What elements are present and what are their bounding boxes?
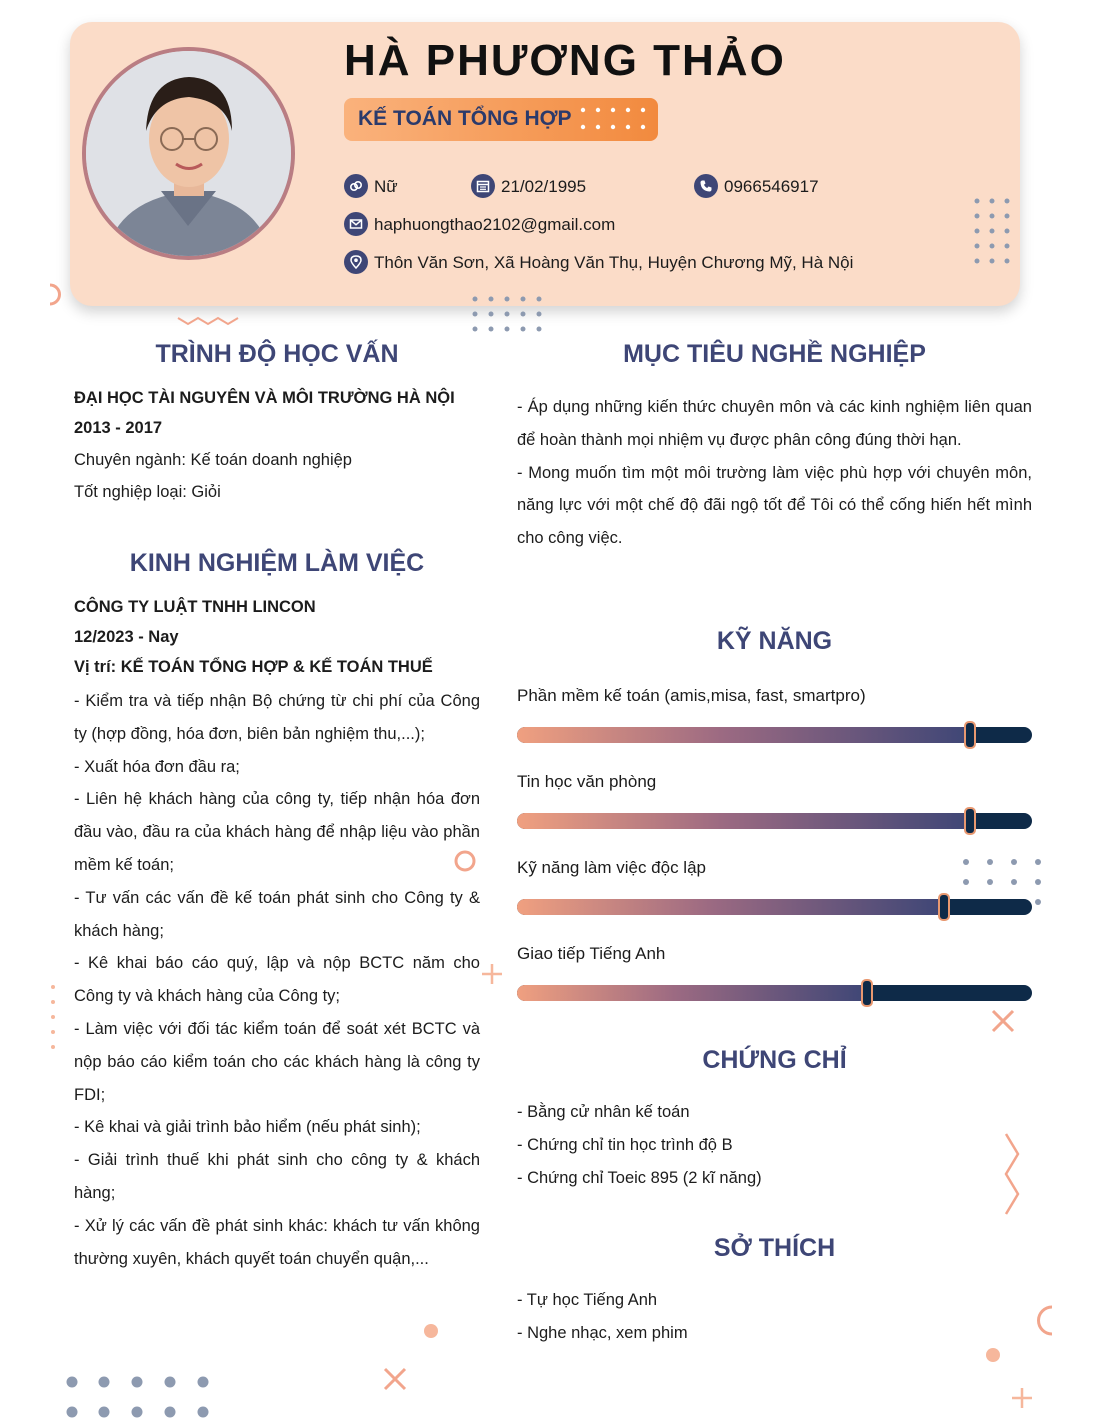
certificate-item: - Chứng chỉ tin học trình độ B <box>517 1135 733 1154</box>
education-years: 2013 - 2017 <box>74 419 163 437</box>
zigzag-decoration-icon <box>176 314 242 326</box>
plus-decoration-icon <box>480 962 504 986</box>
company-name: CÔNG TY LUẬT TNHH LINCON <box>74 598 316 616</box>
education-major: Chuyên ngành: Kế toán doanh nghiệp <box>74 451 352 469</box>
hobbies-title: SỞ THÍCH <box>713 1234 836 1262</box>
phone-icon <box>694 174 718 198</box>
job-title-badge <box>344 98 658 141</box>
skill-bar <box>517 985 1032 1001</box>
duty-item: - Giải trình thuế khi phát sinh cho công ty & khách hàng; <box>74 1151 480 1202</box>
skill-level-fill <box>517 985 867 1001</box>
duty-item: - Tư vấn các vấn đề kế toán phát sinh cho Công ty & khách hàng; <box>74 888 480 940</box>
objective-title: MỤC TIÊU NGHỀ NGHIỆP <box>623 340 926 368</box>
skill-bar <box>517 813 1032 829</box>
arc-decoration-icon <box>1036 1304 1056 1338</box>
skill-label: Phần mềm kế toán (amis,misa, fast, smartpro) <box>517 686 866 705</box>
skill-level-fill <box>517 813 970 829</box>
hobby-item: - Tự học Tiếng Anh <box>517 1291 658 1309</box>
education-grade: Tốt nghiệp loại: Giỏi <box>74 483 221 501</box>
email-value[interactable]: haphuongthao2102@gmail.com <box>374 215 616 234</box>
phone-field <box>694 174 819 200</box>
work-period: 12/2023 - Nay <box>74 628 179 646</box>
objective-paragraph: - Mong muốn tìm một môi trường làm việc phù hợp với chuyên môn, năng lực với một chế độ đãi ngộ tốt để Tôi có thể cống hiến hết mình cho công việc. <box>517 463 1032 548</box>
skill-label: Kỹ năng làm việc độc lập <box>517 858 706 877</box>
dots-decoration-icon <box>972 196 1012 266</box>
hobbies-list <box>517 1284 1032 1350</box>
dots-decoration-icon <box>580 106 646 132</box>
certificate-item: - Chứng chỉ Toeic 895 (2 kĩ năng) <box>517 1168 762 1187</box>
dots-decoration-icon <box>470 294 546 334</box>
work-position: Vị trí: KẾ TOÁN TỔNG HỢP & KẾ TOÁN THUẾ <box>74 658 433 676</box>
address-value: Thôn Văn Sơn, Xã Hoàng Văn Thụ, Huyện Chương Mỹ, Hà Nội <box>374 253 854 272</box>
certificates-list <box>517 1096 1032 1194</box>
arc-decoration-icon <box>44 282 64 308</box>
skill-label: Tin học văn phòng <box>517 772 657 791</box>
plus-decoration-icon <box>1010 1386 1034 1410</box>
skill-level-fill <box>517 899 944 915</box>
objective-paragraph: - Áp dụng những kiến thức chuyên môn và các kinh nghiệm liên quan để hoàn thành mọi nhiệm vụ được phân công đúng thời hạn. <box>517 398 1032 449</box>
location-icon <box>344 250 368 274</box>
gender-icon <box>344 174 368 198</box>
circle-decoration-icon <box>422 1322 440 1340</box>
skill-bar <box>517 899 1032 915</box>
school-name: ĐẠI HỌC TÀI NGUYÊN VÀ MÔI TRƯỜNG HÀ NỘI <box>74 389 455 407</box>
skill-level-handle <box>861 979 873 1007</box>
candidate-name: HÀ PHƯƠNG THẢO <box>344 36 786 85</box>
birthday-field <box>471 174 586 200</box>
skill-bar <box>517 727 1032 743</box>
duty-item: - Xuất hóa đơn đầu ra; <box>74 757 240 776</box>
phone-value[interactable]: 0966546917 <box>724 177 819 196</box>
education-title: TRÌNH ĐỘ HỌC VẤN <box>155 340 399 368</box>
experience-title: KINH NGHIỆM LÀM VIỆC <box>129 549 425 577</box>
gender-field <box>344 174 398 200</box>
duty-item: - Xử lý các vấn đề phát sinh khác: khách tư vấn không thường xuyên, khách quyết toán chuyển quận,... <box>74 1216 480 1268</box>
skill-level-handle <box>964 721 976 749</box>
address-field <box>344 250 853 276</box>
skill-level-handle <box>938 893 950 921</box>
skill-level-fill <box>517 727 970 743</box>
gender-value: Nữ <box>374 177 398 196</box>
hobby-item: - Nghe nhạc, xem phim <box>517 1323 688 1342</box>
duties-list <box>74 685 480 1275</box>
job-title-text: KẾ TOÁN TỔNG HỢP <box>358 107 572 130</box>
cross-decoration-icon <box>990 1008 1016 1034</box>
certificates-title: CHỨNG CHỈ <box>702 1046 847 1074</box>
dots-decoration-icon <box>48 982 58 1052</box>
objective-text <box>517 391 1032 555</box>
calendar-icon <box>471 174 495 198</box>
email-icon <box>344 212 368 236</box>
skill-level-handle <box>964 807 976 835</box>
email-field <box>344 212 615 238</box>
cross-decoration-icon <box>382 1366 408 1392</box>
certificate-item: - Bằng cử nhân kế toán <box>517 1103 690 1121</box>
duty-item: - Kê khai và giải trình bảo hiểm (nếu phát sinh); <box>74 1118 421 1137</box>
duty-item: - Kê khai báo cáo quý, lập và nộp BCTC năm cho Công ty và khách hàng của Công ty; <box>74 954 480 1006</box>
avatar-photo <box>82 47 295 260</box>
duty-item: - Liên hệ khách hàng của công ty, tiếp nhận hóa đơn đầu vào, đầu ra của khách hàng để nhập liệu vào phần mềm kế toán; <box>74 790 480 874</box>
dots-decoration-icon <box>58 1372 218 1422</box>
skill-label: Giao tiếp Tiếng Anh <box>517 944 666 963</box>
duty-item: - Kiểm tra và tiếp nhận Bộ chứng từ chi phí của Công ty (hợp đồng, hóa đơn, biên bản nghiệm thu,...); <box>74 692 480 743</box>
birthday-value: 21/02/1995 <box>501 177 587 196</box>
duty-item: - Làm việc với đối tác kiểm toán để soát xét BCTC và nộp báo cáo kiểm toán cho các khách hàng là công ty FDI; <box>74 1019 480 1104</box>
skills-title: KỸ NĂNG <box>716 627 833 655</box>
